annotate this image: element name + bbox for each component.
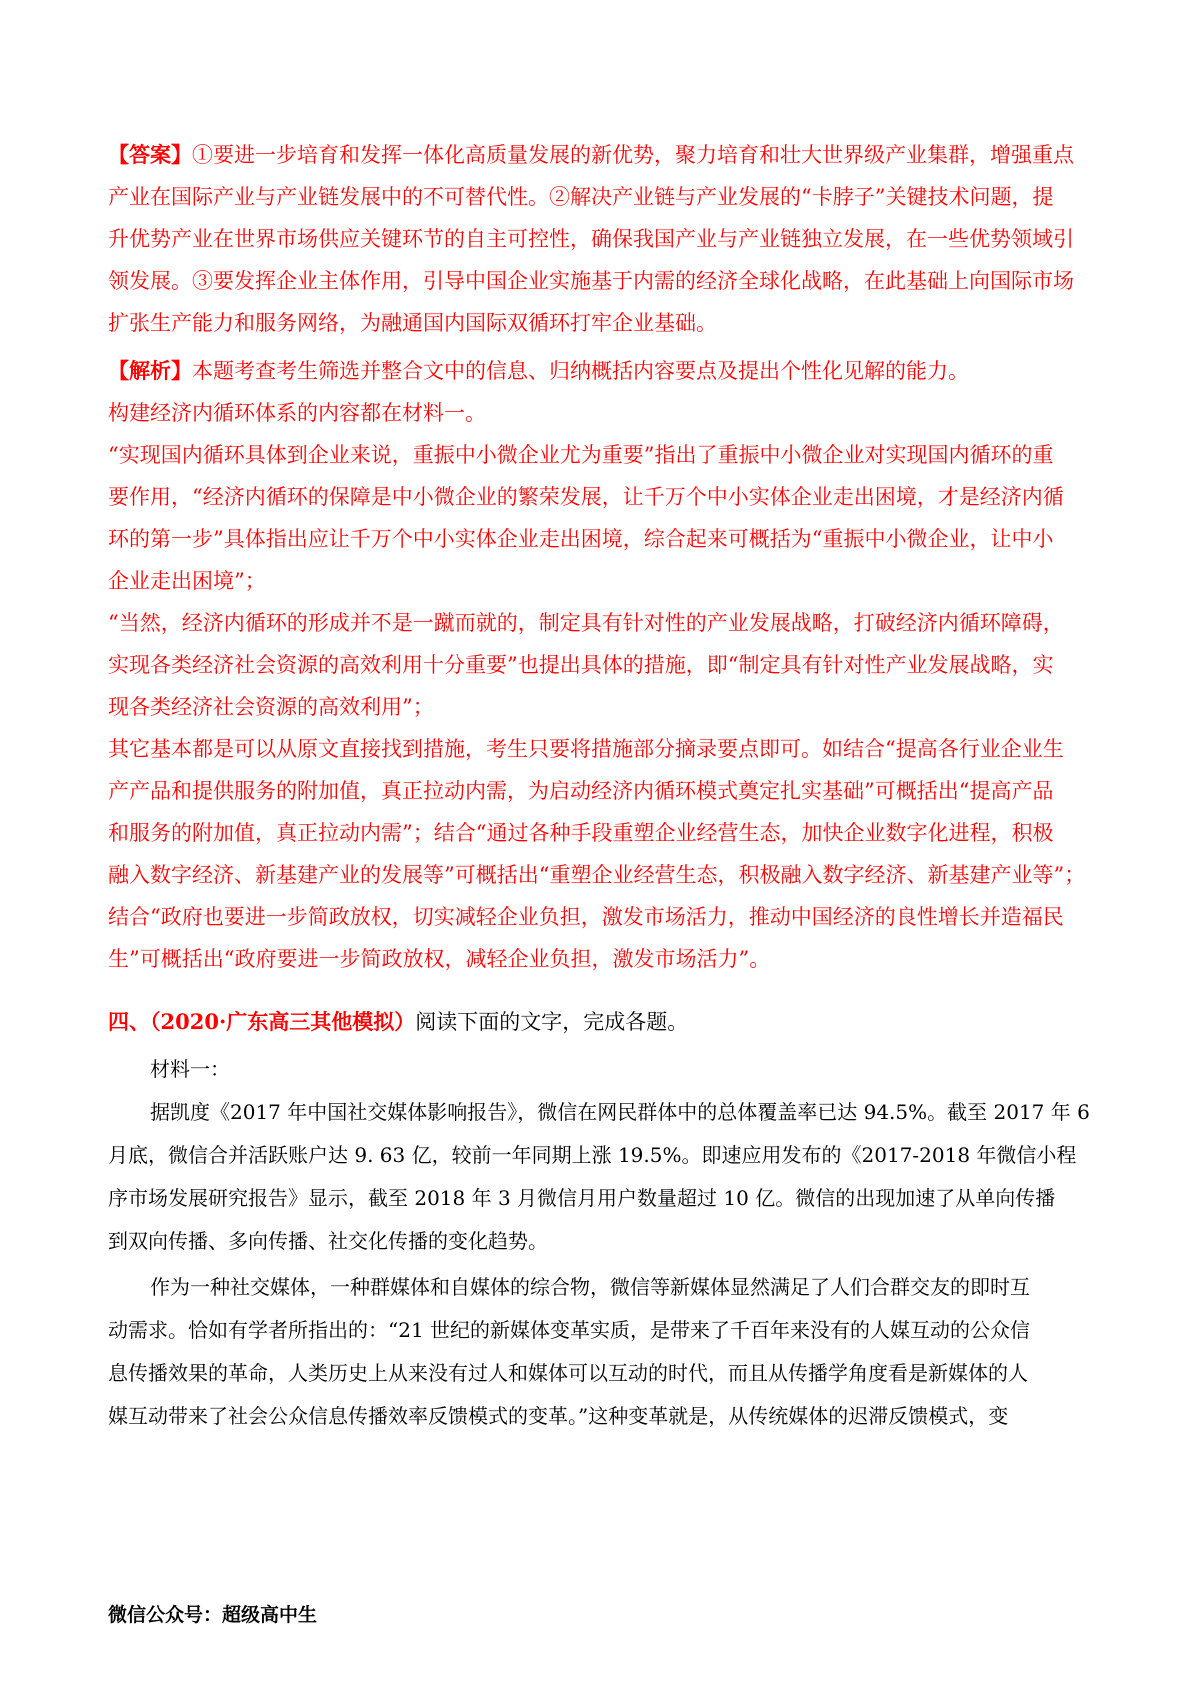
analysis-line: 环的第一步”具体指出应让千万个中小实体企业走出困境，综合起来可概括为“重振中小微企业，让中小 (108, 527, 1054, 551)
footer-wechat-account: 微信公众号：超级高中生 (108, 1604, 318, 1626)
material-section (108, 1048, 1092, 1438)
answer-line: 【答案】①要进一步培育和发挥一体化高质量发展的新优势，聚力培育和壮大世界级产业集群，增强重点 (108, 142, 1074, 167)
analysis-line: 融入数字经济、新基建产业的发展等”可概括出“重塑企业经营生态，积极融入数字经济、新基建产业等”； (108, 863, 1086, 887)
material-paragraph: 据凯度《2017 年中国社交媒体影响报告》，微信在网民群体中的总体覆盖率已达 94.5%。截至 2017 年 6 月底，微信合并活跃账户达 9. 63 亿，较前一年同期上涨 19.5%。即速应用发布的《2017-2018 年微信小程 序市场发展研究报告》显示，截至 2018 年 3 月微信月用户数量超过 10 亿。微信的出现加速了从单向传播 到双向传播、多向传播、社交化传播的变化趋势。 (108, 1100, 1090, 1253)
analysis-line: 要作用，“经济内循环的保障是中小微企业的繁荣发展，让千万个中小实体企业走出困境，才是经济内循 (108, 485, 1064, 509)
analysis-line: 产产品和提供服务的附加值，真正拉动内需，为启动经济内循环模式奠定扎实基础”可概括出“提高产品 (108, 779, 1054, 803)
material-paragraph: 作为一种社交媒体，一种群媒体和自媒体的综合物，微信等新媒体显然满足了人们合群交友的即时互 动需求。恰如有学者所指出的：“21 世纪的新媒体变革实质，是带来了千百年来没有的人媒互动的公众信 息传播效果的革命，人类历史上从来没有过人和媒体可以互动的时代，而且从传播学角度看是新媒体的人 媒互动带来了社会公众信息传播效率反馈模式的变革。”这种变革就是，从传统媒体的迟滞反馈模式，变 (108, 1275, 1031, 1428)
material-label: 材料一： (150, 1057, 230, 1081)
answer-line: 领发展。③要发挥企业主体作用，引导中国企业实施基于内需的经济全球化战略，在此基础上向国际市场 (108, 269, 1074, 293)
answer-tag: 【答案】 (108, 142, 192, 167)
analysis-line: 实现各类经济社会资源的高效利用十分重要”也提出具体的措施，即“制定具有针对性产业发展战略，实 (108, 653, 1054, 677)
question-heading (108, 1001, 1092, 1043)
analysis-line: “实现国内循环具体到企业来说，重振中小微企业尤为重要”指出了重振中小微企业对实现国内循环的重 (108, 443, 1054, 467)
answer-line: 产业在国际产业与产业链发展中的不可替代性。②解决产业链与产业发展的“卡脖子”关键技术问题，提 (108, 185, 1054, 209)
answer-line: 扩张生产能力和服务网络，为融通国内国际双循环打牢企业基础。 (108, 311, 717, 335)
answer-line: 升优势产业在世界市场供应关键环节的自主可控性，确保我国产业与产业链独立发展，在一些优势领域引 (108, 227, 1074, 251)
question-prompt: 阅读下面的文字，完成各题。 (415, 1010, 689, 1034)
analysis-section (108, 350, 1092, 980)
analysis-line: 现各类经济社会资源的高效利用”； (108, 695, 434, 719)
answer-section (108, 134, 1092, 344)
analysis-line: 生”可概括出“政府要进一步简政放权，减轻企业负担，激发市场活力”。 (108, 947, 771, 971)
analysis-line: 和服务的附加值，真正拉动内需”；结合“通过各种手段重塑企业经营生态，加快企业数字化进程，积极 (108, 821, 1054, 845)
analysis-line: 企业走出困境”； (108, 569, 266, 593)
analysis-line: 结合“政府也要进一步简政放权，切实减轻企业负担，激发市场活力，推动中国经济的良性增长并造福民 (108, 905, 1064, 929)
analysis-line: 其它基本都是可以从原文直接找到措施，考生只要将措施部分摘录要点即可。如结合“提高各行业企业生 (108, 737, 1064, 761)
analysis-line: 构建经济内循环体系的内容都在材料一。 (108, 401, 486, 425)
question-source: （2020·广东高三其他模拟） (150, 1009, 416, 1034)
analysis-tag: 【解析】 (108, 358, 192, 383)
analysis-line: “当然，经济内循环的形成并不是一蹴而就的，制定具有针对性的产业发展战略，打破经济内循环障碍， (108, 611, 1064, 635)
analysis-line: 【解析】本题考查考生筛选并整合文中的信息、归纳概括内容要点及提出个性化见解的能力。 (108, 358, 969, 383)
question-number: 四、 (108, 1009, 150, 1034)
